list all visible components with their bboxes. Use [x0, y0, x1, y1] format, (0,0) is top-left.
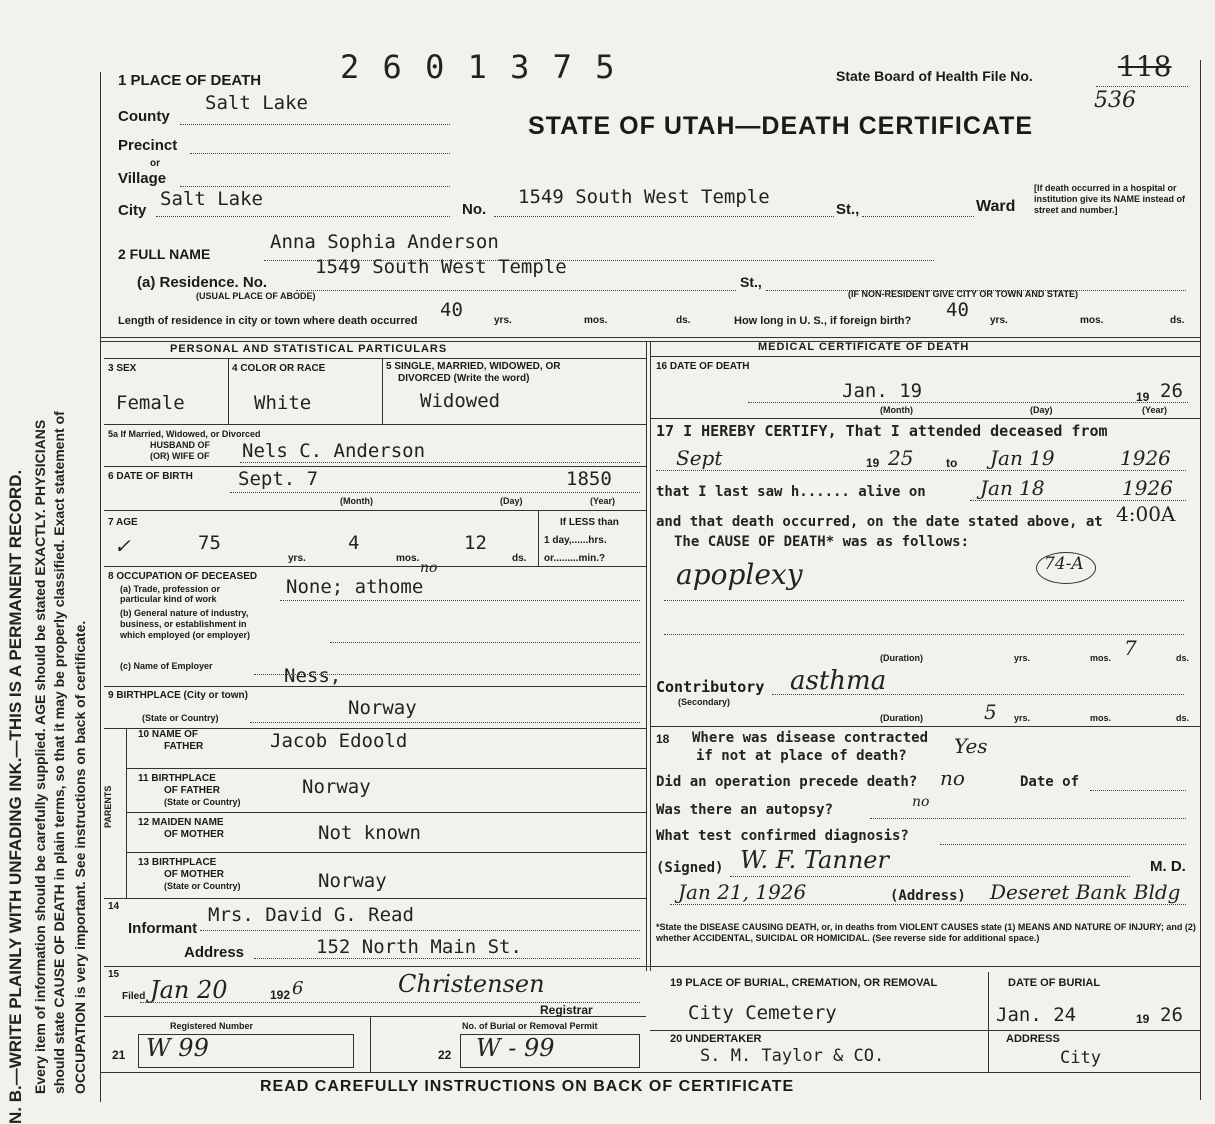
father-label-1: 10 NAME OF — [138, 729, 199, 740]
filed-year-prefix: 192 — [270, 988, 291, 1002]
registrar-signature: Christensen — [398, 970, 545, 998]
street-value: 1549 South West Temple — [518, 186, 770, 208]
village-label: Village — [118, 170, 167, 187]
occupation-note: no — [420, 560, 438, 576]
employer-value: Ness, — [284, 665, 342, 687]
mother-birthplace-value: Norway — [318, 870, 387, 892]
occ-b-3: which employed (or employer) — [120, 630, 251, 640]
length-residence-label: Length of residence in city or town where death occurred — [118, 315, 418, 327]
to-year: 1926 — [1120, 446, 1171, 470]
residence-label: (a) Residence. No. — [137, 274, 268, 291]
duration-months: 7 — [1124, 636, 1137, 660]
ds-label-2: ds. — [1170, 315, 1185, 326]
city-label: City — [118, 202, 147, 219]
age-days: 12 — [464, 532, 487, 554]
age-months: 4 — [348, 532, 360, 554]
filed-date: Jan 20 — [150, 976, 228, 1004]
burial-place-value: City Cemetery — [688, 1002, 837, 1024]
death-year: 26 — [1160, 380, 1183, 402]
cause-footnote: *State the DISEASE CAUSING DEATH, or, in deaths from VIOLENT CAUSES state (1) MEANS AND NATURE OF INJURY; and (2) whether ACCIDENTAL, SUICIDAL OR HOMICIDAL. (See reverse side for additional space.) — [656, 922, 1196, 943]
cause-label: The CAUSE OF DEATH* was as follows: — [674, 534, 970, 550]
sex-value: Female — [116, 392, 185, 414]
certificate-number: 2 6 0 1 3 7 5 — [340, 48, 617, 86]
mother-bp-label-1: 13 BIRTHPLACE — [138, 857, 217, 868]
color-label: 4 COLOR OR RACE — [232, 363, 326, 374]
signed-date: Jan 21, 1926 — [678, 880, 807, 904]
sidebar-line-2: Every item of information should be carefully supplied. AGE should be stated EXACTLY. PHYSICIANS — [32, 419, 48, 1094]
husband-value: Nels C. Anderson — [242, 440, 426, 462]
age-check: ✓ — [114, 534, 131, 558]
how-long-us-years: 40 — [946, 299, 969, 321]
mother-bp-label-3: (State or Country) — [164, 881, 241, 891]
contrib-duration-label: (Duration) — [880, 713, 923, 723]
last-saw-year: 1926 — [1122, 476, 1173, 500]
ds-label: ds. — [676, 315, 691, 326]
father-bp-label-3: (State or Country) — [164, 797, 241, 807]
footer-instructions: READ CAREFULLY INSTRUCTIONS ON BACK OF CERTIFICATE — [260, 1078, 795, 1095]
birthplace-label: 9 BIRTHPLACE (City or town) — [108, 690, 248, 701]
sidebar-line-1: N. B.—WRITE PLAINLY WITH UNFADING INK.—THIS IS A PERMANENT RECORD. — [6, 469, 25, 1124]
burial-permit-label: No. of Burial or Removal Permit — [462, 1021, 598, 1031]
ward-note: [If death occurred in a hospital or institution give its NAME instead of street and number.] — [1034, 183, 1186, 215]
q18-label-1: Where was disease contracted — [692, 730, 929, 746]
age-years: 75 — [198, 532, 221, 554]
file-no-secondary: 536 — [1094, 88, 1136, 113]
q18-no: 18 — [656, 732, 670, 746]
last-saw-text: that I last saw h...... alive on — [656, 484, 926, 500]
filed-no: 15 — [108, 969, 120, 980]
to-label: to — [946, 456, 958, 470]
burial-place-label: 19 PLACE OF BURIAL, CREMATION, OR REMOVAL — [670, 977, 938, 989]
q18-answer: Yes — [954, 734, 988, 758]
physician-address-label: (Address) — [890, 888, 966, 904]
contrib-duration-years: 5 — [984, 700, 997, 724]
husband-label-1: 5a If Married, Widowed, or Divorced — [108, 429, 261, 439]
occ-a-2: particular kind of work — [120, 594, 217, 604]
last-saw-date: Jan 18 — [980, 476, 1045, 500]
instructions-sidebar — [2, 4, 102, 1124]
mother-value: Not known — [318, 822, 421, 844]
cause-code: 74-A — [1044, 554, 1084, 574]
operation-answer: no — [940, 766, 965, 790]
yrs-label: yrs. — [494, 315, 512, 326]
full-name-value: Anna Sophia Anderson — [270, 231, 499, 253]
test-label: What test confirmed diagnosis? — [656, 828, 909, 844]
burial-date-label: DATE OF BURIAL — [1008, 977, 1101, 989]
occurred-text: and that death occurred, on the date stated above, at — [656, 514, 1103, 530]
place-of-death-label: 1 PLACE OF DEATH — [118, 72, 262, 89]
autopsy-label: Was there an autopsy? — [656, 802, 834, 818]
from-year: 25 — [888, 446, 914, 470]
age-label: 7 AGE — [108, 517, 138, 528]
undertaker-address-label: ADDRESS — [1006, 1033, 1060, 1045]
occupation-label: 8 OCCUPATION OF DECEASED — [108, 571, 258, 582]
or-label: or — [150, 158, 160, 169]
marital-label-1: 5 SINGLE, MARRIED, WIDOWED, OR — [386, 361, 561, 372]
death-date-label: 16 DATE OF DEATH — [656, 361, 750, 372]
secondary-label: (Secondary) — [678, 697, 731, 707]
husband-label-2: HUSBAND OF — [150, 440, 210, 450]
q18-label-2: if not at place of death? — [696, 748, 907, 764]
file-no-label: State Board of Health File No. — [836, 68, 1033, 84]
dob-day-label: (Day) — [500, 496, 523, 506]
undertaker-value: S. M. Taylor & CO. — [700, 1046, 885, 1066]
attended-from: Sept — [676, 446, 723, 470]
reg-number-label: Registered Number — [170, 1021, 254, 1031]
burial-permit-no: 22 — [438, 1048, 452, 1062]
undertaker-label: 20 UNDERTAKER — [670, 1033, 762, 1045]
reg-number-no: 21 — [112, 1048, 126, 1062]
burial-year: 26 — [1160, 1004, 1183, 1026]
father-bp-label-2: OF FATHER — [164, 785, 220, 796]
dob-label: 6 DATE OF BIRTH — [108, 471, 193, 482]
death-year-label: (Year) — [1142, 405, 1168, 415]
county-label: County — [118, 108, 170, 125]
cause-value: apoplexy — [676, 558, 803, 591]
filed-label: Filed — [122, 991, 146, 1002]
medical-heading: MEDICAL CERTIFICATE OF DEATH — [758, 341, 970, 353]
how-long-us-label: How long in U. S., if foreign birth? — [734, 315, 912, 327]
occ-b-2: business, or establishment in — [120, 619, 247, 629]
occupation-value: None; athome — [286, 576, 424, 598]
sex-label: 3 SEX — [108, 363, 137, 374]
father-label-2: FATHER — [164, 741, 204, 752]
age-mos-label: mos. — [396, 553, 420, 564]
operation-label: Did an operation precede death? — [656, 774, 918, 790]
occ-b-1: (b) General nature of industry, — [120, 608, 249, 618]
birthplace-value: Norway — [348, 697, 417, 719]
duration-mos-label: mos. — [1090, 653, 1112, 663]
dob-month-label: (Month) — [340, 496, 373, 506]
informant-value: Mrs. David G. Read — [208, 904, 414, 926]
burial-date-value: Jan. 24 — [996, 1004, 1077, 1026]
duration-yrs-label: yrs. — [1014, 653, 1031, 663]
father-value: Jacob Edoold — [270, 730, 408, 752]
father-bp-label-1: 11 BIRTHPLACE — [138, 773, 216, 784]
less-label-3: or.........min.? — [544, 553, 606, 564]
file-no: 118 — [1118, 50, 1172, 83]
ward-label: Ward — [976, 198, 1016, 215]
occ-a-1: (a) Trade, profession or — [120, 584, 221, 594]
reg-number-value: W 99 — [146, 1034, 209, 1062]
informant-label: Informant — [128, 920, 198, 937]
death-month-day: Jan. 19 — [842, 380, 923, 402]
residence-value: 1549 South West Temple — [315, 256, 567, 278]
contrib-mos-label: mos. — [1090, 713, 1112, 723]
age-yrs-label: yrs. — [288, 553, 306, 564]
death-day-label: (Day) — [1030, 405, 1053, 415]
mother-bp-label-2: OF MOTHER — [164, 869, 224, 880]
nonresident-label: (IF NON-RESIDENT GIVE CITY OR TOWN AND STATE) — [848, 289, 1079, 299]
age-ds-label: ds. — [512, 553, 527, 564]
certify-text: 17 I HEREBY CERTIFY, That I attended deceased from — [656, 422, 1108, 440]
dob-year: 1850 — [566, 468, 612, 490]
duration-ds-label: ds. — [1176, 653, 1190, 663]
husband-label-3: (OR) WIFE OF — [150, 451, 210, 461]
burial-year-prefix: 19 — [1136, 1012, 1150, 1026]
informant-address-label: Address — [184, 944, 245, 961]
sidebar-line-3: should state CAUSE OF DEATH in plain terms, so that it may be properly classified. Exact statement of — [51, 411, 67, 1094]
from-year-prefix: 19 — [866, 456, 880, 470]
undertaker-address-value: City — [1060, 1048, 1101, 1068]
mos-label: mos. — [584, 315, 608, 326]
physician-address: Deseret Bank Bldg — [990, 880, 1181, 904]
street-no-label: No. — [462, 201, 487, 218]
precinct-label: Precinct — [118, 137, 178, 154]
informant-no: 14 — [108, 901, 120, 912]
dob-year-label: (Year) — [590, 496, 616, 506]
city-value: Salt Lake — [160, 188, 263, 210]
usual-abode-label: (USUAL PLACE OF ABODE) — [196, 291, 316, 301]
street-st-label: St., — [836, 201, 860, 218]
signed-label: (Signed) — [656, 860, 724, 876]
physician-signature: W. F. Tanner — [740, 846, 889, 874]
informant-address-value: 152 North Main St. — [316, 936, 522, 958]
contributory-label: Contributory — [656, 678, 765, 696]
mother-label-1: 12 MAIDEN NAME — [138, 817, 224, 828]
parents-label: PARENTS — [103, 785, 113, 828]
father-birthplace-value: Norway — [302, 776, 371, 798]
death-month-label: (Month) — [880, 405, 913, 415]
burial-permit-value: W - 99 — [476, 1034, 555, 1062]
contrib-yrs-label: yrs. — [1014, 713, 1031, 723]
full-name-label: 2 FULL NAME — [118, 246, 211, 262]
less-label-1: If LESS than — [560, 517, 619, 528]
filed-year: 6 — [292, 978, 304, 999]
sidebar-line-4: OCCUPATION is very important. See instructions on back of certificate. — [72, 620, 88, 1094]
yrs-label-2: yrs. — [990, 315, 1008, 326]
attended-to: Jan 19 — [990, 446, 1055, 470]
registrar-label: Registrar — [540, 1003, 593, 1017]
contributory-value: asthma — [790, 666, 887, 696]
autopsy-answer: no — [912, 794, 930, 810]
dob-month-day: Sept. 7 — [238, 468, 319, 490]
death-time: 4:00A — [1116, 502, 1176, 526]
operation-date-label: Date of — [1020, 774, 1080, 790]
less-label-2: 1 day,......hrs. — [544, 535, 607, 546]
mother-label-2: OF MOTHER — [164, 829, 224, 840]
employer-label: (c) Name of Employer — [120, 661, 213, 671]
death-year-prefix: 19 — [1136, 390, 1150, 404]
md-label: M. D. — [1150, 858, 1186, 875]
mos-label-2: mos. — [1080, 315, 1104, 326]
county-value: Salt Lake — [205, 92, 308, 114]
certificate-title: STATE OF UTAH—DEATH CERTIFICATE — [528, 112, 1034, 140]
contrib-ds-label: ds. — [1176, 713, 1190, 723]
residence-st-label: St., — [740, 274, 762, 290]
personal-heading: PERSONAL AND STATISTICAL PARTICULARS — [170, 343, 448, 355]
marital-label-2: DIVORCED (Write the word) — [398, 373, 530, 384]
marital-value: Widowed — [420, 390, 501, 412]
color-value: White — [254, 392, 312, 414]
birthplace-state-label: (State or Country) — [142, 713, 219, 723]
length-residence-years: 40 — [440, 299, 463, 321]
duration-label: (Duration) — [880, 653, 923, 663]
